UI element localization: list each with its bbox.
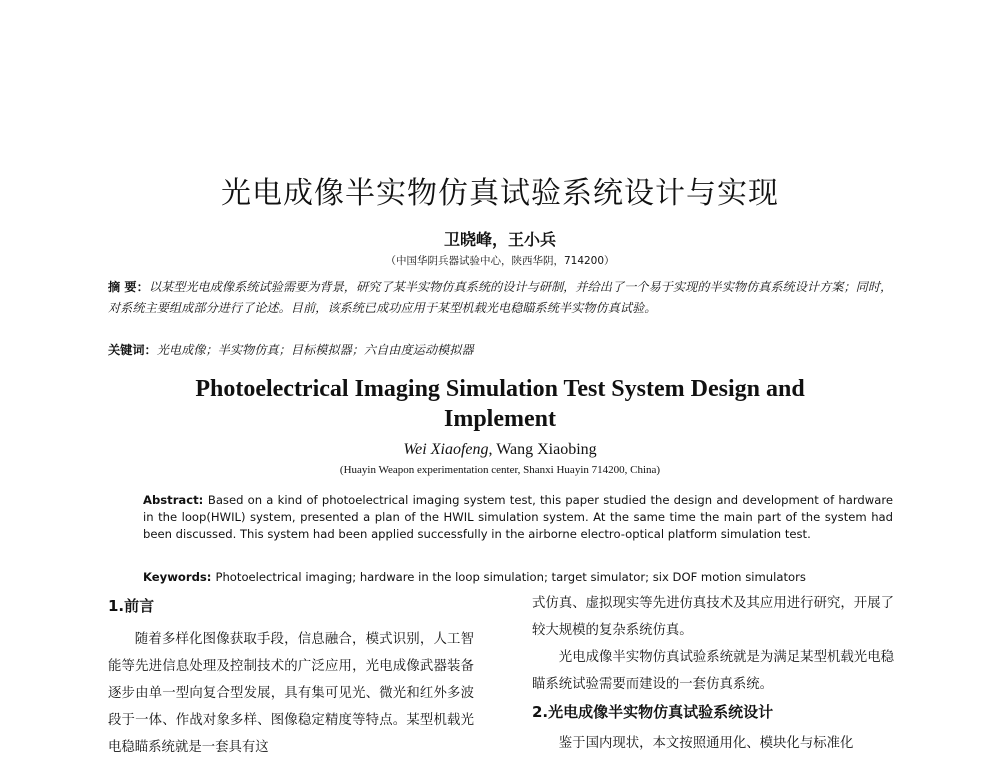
english-keywords-text: Photoelectrical imaging; hardware in the loop simulation; target simulator; six DOF motion simulators bbox=[215, 570, 806, 584]
chinese-affiliation: （中国华阴兵器试验中心，陕西华阴，714200） bbox=[385, 255, 615, 267]
chinese-keywords-label: 关键词： bbox=[108, 343, 157, 357]
english-affiliation: (Huayin Weapon experimentation center, Shanxi Huayin 714200, China) bbox=[339, 464, 661, 476]
english-author-2: Wang Xiaobing bbox=[496, 441, 597, 458]
chinese-keywords-text: 光电成像；半实物仿真；目标模拟器；六自由度运动模拟器 bbox=[156, 343, 474, 357]
section-2-paragraph: 鉴于国内现状，本文按照通用化、模块化与标准化 bbox=[558, 736, 854, 751]
chinese-abstract-text: 以某型光电成像系统试验需要为背景，研究了某半实物仿真系统的设计与研制，并给出了一个易于实现的半实物仿真系统设计方案；同时，对系统主要组成部分进行了论述。目前，该系统已成功应用于某型机载光电稳瞄系统半实物仿真试验。 bbox=[108, 280, 893, 315]
english-abstract-text: Based on a kind of photoelectrical imaging system test, this paper studied the design and development of hardware in the loop(HWIL) system, presented a plan of the HWIL simulation system. At the same time the main part of the system had been discussed. This system had been applied successfully in the airborne electro-optical platform simulation test. bbox=[143, 493, 894, 541]
chinese-abstract bbox=[108, 277, 898, 319]
english-author-1: Wei Xiaofeng bbox=[403, 441, 489, 458]
section-1-paragraph: 随着多样化图像获取手段，信息融合，模式识别，人工智能等先进信息处理及控制技术的广泛应用，光电成像武器装备逐步由单一型向复合型发展，具有集可见光、微光和红外多波段于一体、作战对象多样、图像稳定精度等特点。某型机载光电稳瞄系统就是一套具有这 bbox=[108, 632, 474, 755]
english-abstract bbox=[143, 492, 893, 543]
chinese-abstract-label: 摘 要： bbox=[108, 280, 149, 294]
english-authors bbox=[0, 441, 1000, 459]
right-paragraph-continued: 式仿真、虚拟现实等先进仿真技术及其应用进行研究，开展了较大规模的复杂系统仿真。 bbox=[532, 596, 894, 638]
english-keywords bbox=[143, 570, 903, 584]
section-2-heading: 2.光电成像半实物仿真试验系统设计 bbox=[532, 703, 774, 721]
right-paragraph-2: 光电成像半实物仿真试验系统就是为满足某型机载光电稳瞄系统试验需要而建设的一套仿真系统。 bbox=[532, 650, 894, 692]
chinese-authors: 卫晓峰，王小兵 bbox=[443, 230, 556, 249]
chinese-title: 光电成像半实物仿真试验系统设计与实现 bbox=[221, 176, 779, 211]
english-author-separator: , bbox=[488, 441, 497, 458]
right-column bbox=[532, 590, 894, 757]
english-keywords-label: Keywords: bbox=[143, 570, 216, 584]
english-title: Photoelectrical Imaging Simulation Test System Design and Implement bbox=[195, 376, 805, 432]
english-abstract-label: Abstract: bbox=[143, 493, 208, 507]
chinese-keywords bbox=[108, 341, 898, 358]
section-1-heading: 1.前言 bbox=[108, 597, 155, 615]
left-column bbox=[108, 592, 474, 761]
